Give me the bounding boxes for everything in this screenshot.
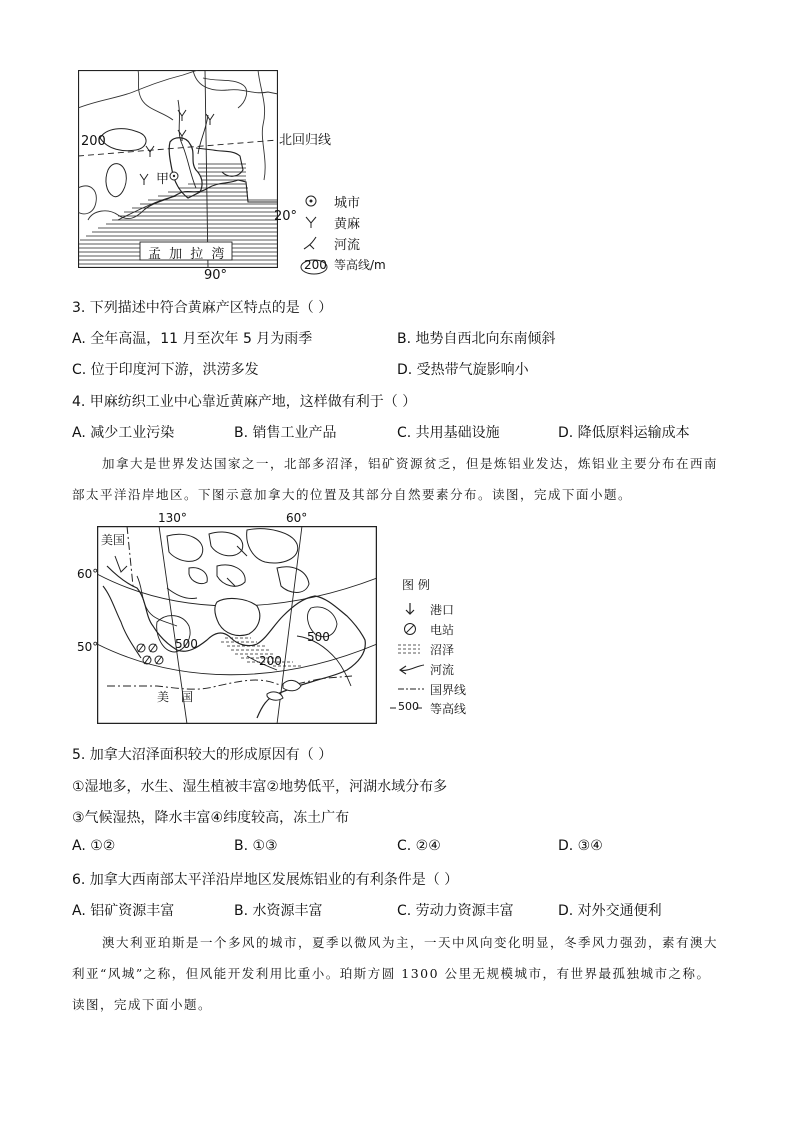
- q4-stem: 4. 甲麻纺织工业中心靠近黄麻产地，这样做有利于（ ）: [72, 394, 417, 410]
- q5-option-a[interactable]: A. ①②: [72, 838, 116, 854]
- q6-option-c[interactable]: C. 劳动力资源丰富: [397, 903, 514, 919]
- q6-option-a[interactable]: A. 铝矿资源丰富: [72, 903, 175, 919]
- legend2-port: 港口: [430, 603, 455, 617]
- border-icon: [398, 682, 426, 696]
- q6-option-d[interactable]: D. 对外交通便利: [558, 903, 662, 919]
- q5-option-c[interactable]: C. ②④: [397, 838, 441, 854]
- map1-bay-label: 孟 加 拉 湾: [148, 247, 227, 262]
- map1-legend: [300, 192, 400, 276]
- map-jute-region: [78, 70, 278, 268]
- map-canada: [97, 526, 377, 724]
- q5-statement-line1: ①湿地多，水生、湿生植被丰富②地势低平，河湖水域分布多: [72, 779, 448, 795]
- river-icon: [302, 235, 320, 251]
- map2-usa-bottom: 美 国: [157, 690, 194, 704]
- q4-option-d[interactable]: D. 降低原料运输成本: [558, 425, 690, 441]
- canada-intro-line2: 部太平洋沿岸地区。下图示意加拿大的位置及其部分自然要素分布。读图，完成下面小题。: [72, 487, 633, 502]
- map2-c500-west: 500: [175, 637, 198, 651]
- map2-lat-50: 50°: [77, 640, 99, 654]
- q3-option-b[interactable]: B. 地势自西北向东南倾斜: [397, 331, 556, 347]
- map2-lon-130: 130°: [158, 511, 187, 525]
- river2-icon: [398, 662, 426, 676]
- map1-contour-200: 200: [81, 134, 106, 149]
- q4-option-c[interactable]: C. 共用基础设施: [397, 425, 500, 441]
- perth-intro-line1: 澳大利亚珀斯是一个多风的城市，夏季以微风为主，一天中风向变化明显，冬季风力强劲，素有澳大: [102, 935, 719, 950]
- legend-city: 城市: [334, 196, 361, 211]
- legend2-power: 电站: [430, 623, 455, 637]
- map2-lon-60: 60°: [286, 511, 308, 525]
- legend2-title: 图 例: [402, 578, 430, 592]
- map2-c200: 200: [259, 654, 282, 668]
- q4-option-b[interactable]: B. 销售工业产品: [234, 425, 337, 441]
- legend2-contour-num: 500: [398, 700, 419, 713]
- map2-lat-60: 60°: [77, 567, 99, 581]
- legend2-contour: 等高线: [430, 702, 467, 716]
- q5-option-d[interactable]: D. ③④: [558, 838, 603, 854]
- q3-stem: 3. 下列描述中符合黄麻产区特点的是（ ）: [72, 300, 333, 316]
- perth-intro-line3: 读图，完成下面小题。: [72, 997, 213, 1012]
- canada-intro-line1: 加拿大是世界发达国家之一，北部多沼泽，铝矿资源贫乏，但是炼铝业发达，炼铝业主要分布在西南: [102, 456, 719, 471]
- port-icon: [402, 601, 418, 617]
- q6-stem: 6. 加拿大西南部太平洋沿岸地区发展炼铝业的有利条件是（ ）: [72, 872, 459, 888]
- map1-lat-20: 20°: [274, 209, 298, 224]
- map2-legend: [398, 576, 488, 716]
- map-canada-svg: [97, 526, 377, 724]
- jute-icon: [304, 215, 318, 229]
- map1-jia-label: 甲: [156, 172, 170, 187]
- map2-c500-east: 500: [307, 630, 330, 644]
- q3-option-c[interactable]: C. 位于印度河下游，洪涝多发: [72, 362, 259, 378]
- perth-intro-line2: 利亚“风城”之称，但风能开发利用比重小。珀斯方圆 1300 公里无规模城市，有世界最孤独城市之称。: [72, 966, 711, 981]
- q5-statement-line2: ③气候湿热，降水丰富④纬度较高，冻土广布: [72, 810, 350, 826]
- q5-stem: 5. 加拿大沼泽面积较大的形成原因有（ ）: [72, 747, 333, 763]
- power-station-icon: [402, 621, 418, 637]
- q5-option-b[interactable]: B. ①③: [234, 838, 278, 854]
- legend-contour: 等高线/m: [334, 258, 386, 272]
- q3-option-d[interactable]: D. 受热带气旋影响小: [397, 362, 529, 378]
- q3-option-a[interactable]: A. 全年高温，11 月至次年 5 月为雨季: [72, 331, 313, 347]
- map-jute-svg: [78, 70, 278, 268]
- legend2-border: 国界线: [430, 683, 467, 697]
- map2-usa-top: 美国: [101, 533, 126, 547]
- legend2-swamp: 沼泽: [430, 643, 455, 657]
- city-icon: [304, 194, 318, 208]
- map1-tropic-label: 北回归线: [279, 133, 332, 148]
- legend-contour-num: 200: [304, 258, 327, 272]
- legend-jute: 黄麻: [334, 217, 361, 232]
- q6-option-b[interactable]: B. 水资源丰富: [234, 903, 323, 919]
- legend-river: 河流: [334, 238, 361, 253]
- swamp-icon: [398, 642, 422, 656]
- q4-option-a[interactable]: A. 减少工业污染: [72, 425, 175, 441]
- legend2-river: 河流: [430, 663, 455, 677]
- map1-lon-90: 90°: [204, 268, 228, 283]
